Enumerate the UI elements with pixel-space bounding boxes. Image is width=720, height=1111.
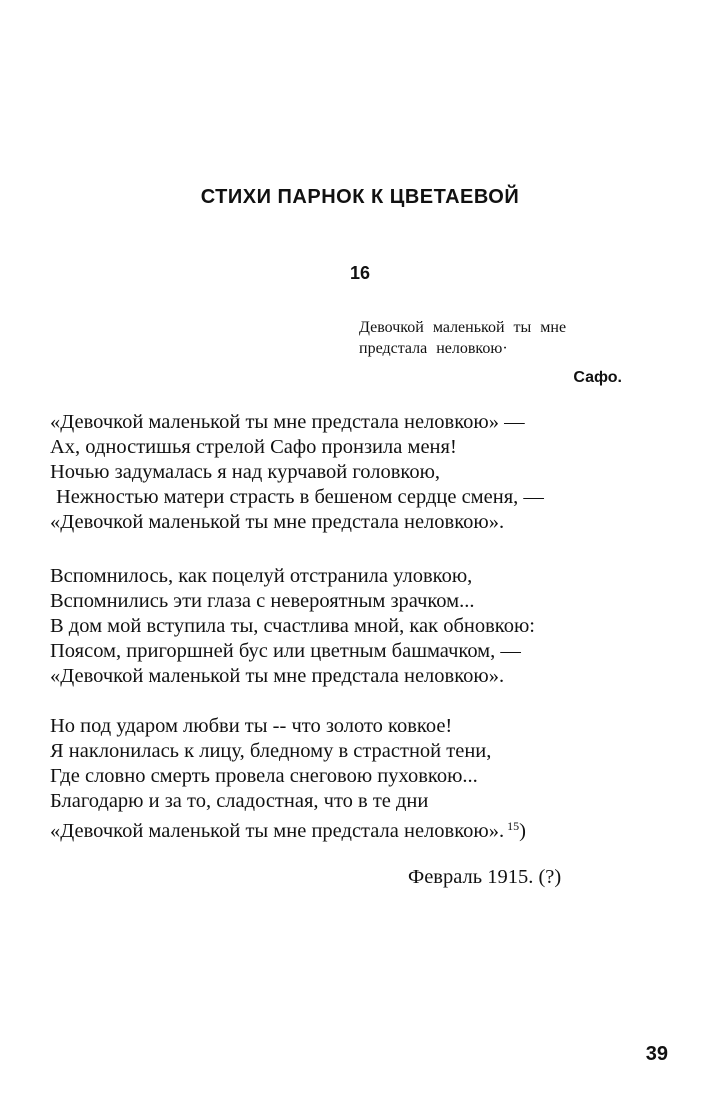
- footnote-reference[interactable]: 15: [507, 819, 520, 833]
- poem-line: Нежностью матери страсть в бешеном сердце сменя, —: [56, 486, 544, 508]
- poem-line: Вспомнились эти глаза с невероятным зрачком...: [50, 590, 475, 612]
- epigraph-line: предстала неловкою·: [359, 340, 508, 357]
- stanza-1: [50, 410, 690, 535]
- poem-line: Но под ударом любви ты -- что золото ковкое!: [50, 715, 453, 737]
- stanza-3: [50, 714, 690, 844]
- poem-line: Ах, одностишья стрелой Сафо пронзила меня!: [50, 436, 457, 458]
- poem-line: «Девочкой маленькой ты мне предстала неловкою».: [50, 511, 505, 533]
- epigraph-line: Девочкой маленькой ты мне: [359, 319, 567, 336]
- poem-line: «Девочкой маленькой ты мне предстала неловкою» —: [50, 411, 525, 433]
- poem-line-last: [50, 814, 690, 844]
- poem-line: «Девочкой маленькой ты мне предстала неловкою».: [50, 665, 505, 687]
- poem-line: Поясом, пригоршней бус или цветным башмачком, —: [50, 640, 521, 662]
- poem-line: Вспомнилось, как поцелуй отстранила уловкою,: [50, 565, 473, 587]
- stanza-2: [50, 564, 690, 689]
- epigraph: [359, 317, 634, 388]
- page-number: 39: [645, 1043, 668, 1065]
- poem-number: 16: [349, 263, 371, 283]
- epigraph-text: [359, 317, 634, 359]
- poem-line: Где словно смерть провела снеговою пуховкою...: [50, 765, 478, 787]
- poem-line: Я наклонилась к лицу, бледному в страстной тени,: [50, 740, 492, 762]
- footnote-closing-paren: ): [519, 820, 526, 842]
- poem-line-text: «Девочкой маленькой ты мне предстала неловкою».: [50, 820, 505, 842]
- poem-line: Благодарю и за то, сладостная, что в те дни: [50, 790, 429, 812]
- page-title: СТИХИ ПАРНОК К ЦВЕТАЕВОЙ: [200, 186, 520, 208]
- poem-date: Февраль 1915. (?): [408, 866, 562, 888]
- poem-line: Ночью задумалась я над курчавой головкою,: [50, 461, 441, 483]
- epigraph-author: Сафо.: [573, 369, 622, 386]
- poem-line: В дом мой вступила ты, счастлива мной, как обновкою:: [50, 615, 535, 637]
